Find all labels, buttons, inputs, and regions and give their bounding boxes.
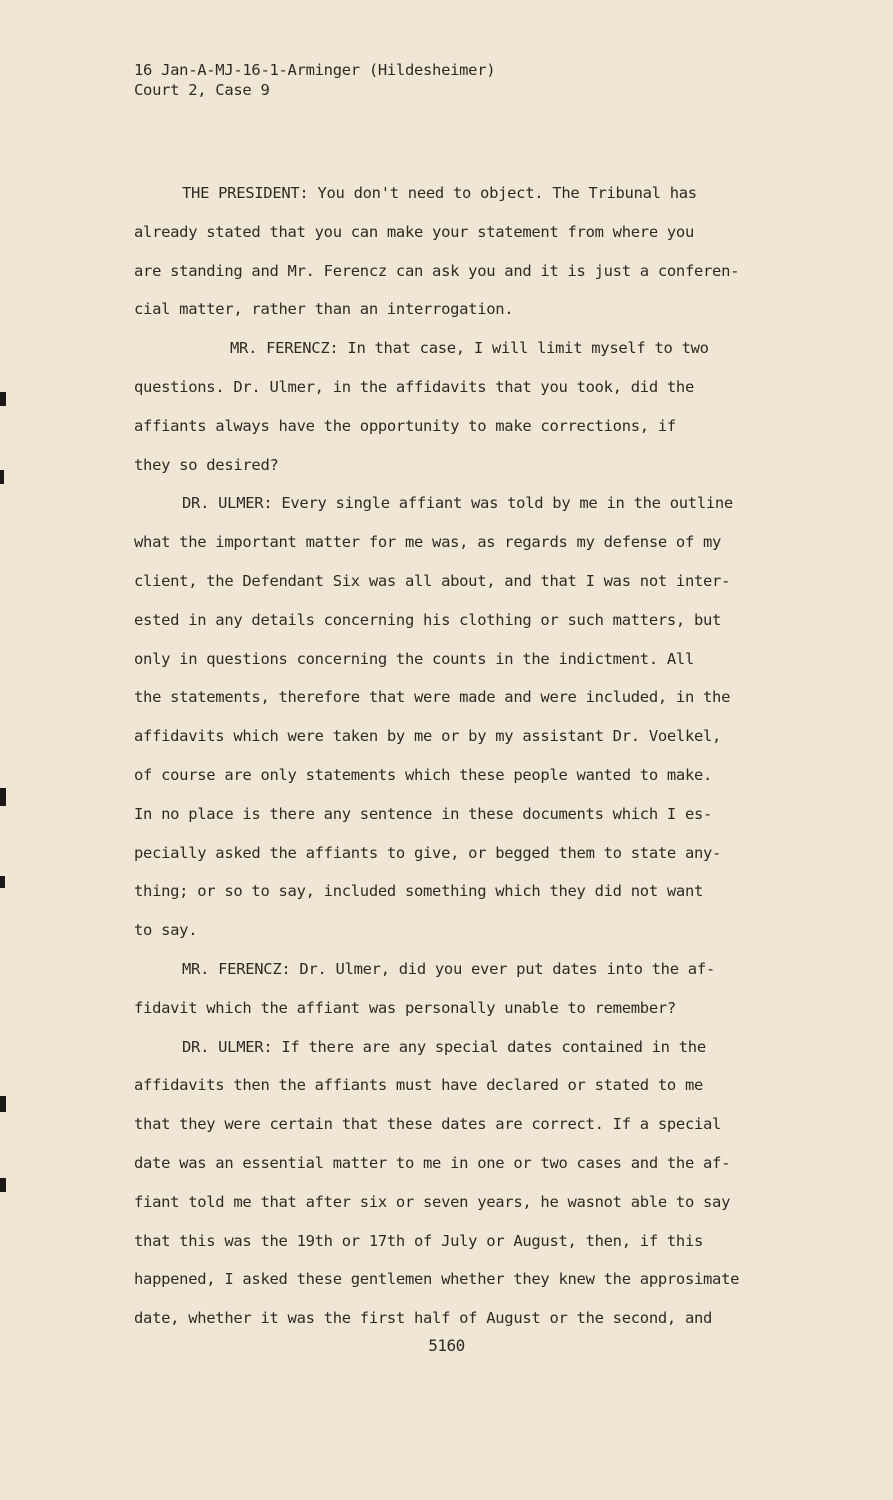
binding-mark — [0, 392, 6, 406]
binding-mark — [0, 788, 6, 806]
transcript-line: DR. ULMER: If there are any special dates contained in the — [182, 1037, 706, 1056]
transcript-line: are standing and Mr. Ferencz can ask you and it is just a conferen- — [134, 261, 740, 280]
binding-mark — [0, 876, 5, 888]
paragraph-ulmer-2 — [134, 1028, 784, 1338]
transcript-line: what the important matter for me was, as regards my defense of my — [134, 533, 722, 552]
transcript-line: that they were certain that these dates are correct. If a special — [134, 1115, 722, 1134]
transcript-line: affidavits which were taken by me or by my assistant Dr. Voelkel, — [134, 727, 722, 746]
transcript-line: fiant told me that after six or seven years, he wasnot able to say — [134, 1192, 731, 1211]
binding-mark — [0, 1178, 6, 1192]
transcript-line: date, whether it was the first half of August or the second, and — [134, 1309, 713, 1328]
paragraph-president — [134, 174, 784, 329]
paragraph-ulmer-1 — [134, 484, 784, 950]
transcript-line: ested in any details concerning his clothing or such matters, but — [134, 610, 722, 629]
transcript-line: fidavit which the affiant was personally unable to remember? — [134, 998, 676, 1017]
transcript-line: DR. ULMER: Every single affiant was told by me in the outline — [182, 494, 733, 513]
transcript-line: MR. FERENCZ: In that case, I will limit myself to two — [230, 339, 709, 358]
transcript-line: questions. Dr. Ulmer, in the affidavits that you took, did the — [134, 377, 694, 396]
transcript-line: THE PRESIDENT: You don't need to object. The Tribunal has — [182, 184, 697, 202]
paragraph-ferencz-2 — [134, 950, 784, 1028]
transcript-line: already stated that you can make your statement from where you — [134, 222, 694, 241]
transcript-line: thing; or so to say, included something which they did not want — [134, 882, 704, 901]
page-number: 5160 — [428, 1336, 465, 1355]
transcript-line: that this was the 19th or 17th of July or August, then, if this — [134, 1231, 704, 1250]
transcript-line: cial matter, rather than an interrogation. — [134, 300, 514, 319]
transcript-line: of course are only statements which these people wanted to make. — [134, 765, 713, 784]
binding-mark — [0, 1096, 6, 1112]
paragraph-ferencz-1 — [134, 329, 784, 484]
transcript-line: In no place is there any sentence in these documents which I es- — [134, 804, 713, 823]
transcript-line: MR. FERENCZ: Dr. Ulmer, did you ever put dates into the af- — [182, 959, 715, 978]
transcript-line: only in questions concerning the counts in the indictment. All — [134, 649, 694, 668]
transcript-body — [134, 174, 784, 1338]
transcript-line: to say. — [134, 921, 198, 940]
transcript-line: the statements, therefore that were made and were included, in the — [134, 688, 731, 707]
transcript-line: happened, I asked these gentlemen whether they knew the approsimate — [134, 1270, 740, 1289]
header-court: Court 2, Case 9 — [134, 81, 270, 99]
transcript-line: client, the Defendant Six was all about, and that I was not inter- — [134, 571, 731, 590]
binding-mark — [0, 470, 4, 484]
transcript-line: affidavits then the affiants must have declared or stated to me — [134, 1076, 704, 1095]
document-header — [134, 60, 495, 100]
transcript-line: affiants always have the opportunity to make corrections, if — [134, 416, 676, 435]
transcript-line: they so desired? — [134, 455, 279, 474]
header-case-reference: 16 Jan-A-MJ-16-1-Arminger (Hildesheimer) — [134, 61, 496, 79]
transcript-line: date was an essential matter to me in one or two cases and the af- — [134, 1153, 731, 1172]
transcript-line: pecially asked the affiants to give, or begged them to state any- — [134, 843, 722, 862]
